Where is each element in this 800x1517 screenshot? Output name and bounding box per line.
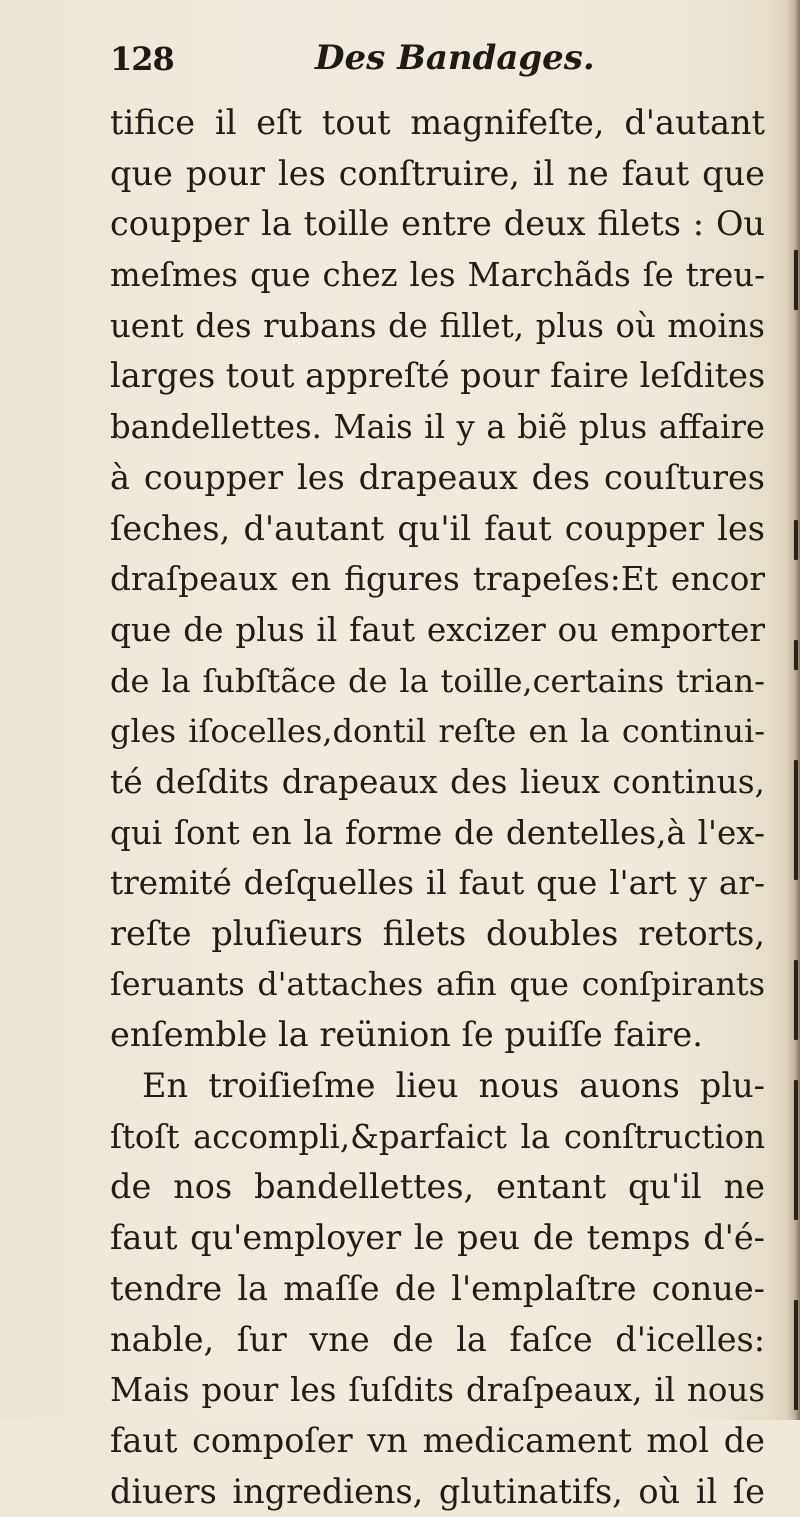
text-line: ſeruants d'attaches afin que conſpirants (110, 966, 765, 1003)
text-line: tremité deſquelles il faut que l'art y ar- (110, 864, 765, 903)
text-line: té deſdits drapeaux des lieux continus, (110, 762, 765, 801)
text-line: meſmes que chez les Marchãds ſe treu- (110, 256, 765, 295)
text-line: draſpeaux en figures trapeſes:Et encor (110, 560, 765, 599)
text-line: ſtoſt accompli,&parfaict la conſtruction (110, 1117, 765, 1156)
text-line: tendre la maſſe de l'emplaſtre conue- (110, 1268, 765, 1308)
binding-mark (794, 640, 798, 670)
text-line: de nos bandellettes, entant qu'il ne (110, 1167, 765, 1207)
text-line: uent des rubans de fillet, plus où moins (110, 306, 765, 345)
text-line: coupper la toille entre deux filets : Ou (110, 204, 765, 244)
text-line: larges tout appreſté pour faire leſdites (110, 356, 766, 396)
text-line: diuers ingrediens, glutinatifs, où il ſe (110, 1471, 765, 1511)
text-line: que de plus il faut excizer ou emporter (110, 610, 765, 649)
text-line: Mais pour les ſuſdits draſpeaux, il nous (110, 1371, 765, 1410)
binding-mark (794, 1300, 798, 1410)
text-line: faut qu'employer le peu de temps d'é- (110, 1218, 765, 1258)
binding-mark (794, 960, 798, 1040)
text-line: gles iſocelles,dontil reſte en la continui- (110, 712, 765, 751)
text-line: faut compoſer vn medicament mol de (110, 1420, 765, 1460)
text-line: nable, ſur vne de la faſce d'icelles: (110, 1319, 765, 1359)
page-header (110, 40, 760, 90)
body-text (110, 98, 765, 1517)
text-line: que pour les conſtruire, il ne faut que (110, 153, 765, 193)
text-line: à coupper les drapeaux des couſtures (110, 457, 765, 497)
text-line: ſeches, d'autant qu'il faut coupper les (110, 508, 765, 548)
binding-mark (794, 250, 798, 310)
binding-mark (794, 520, 798, 560)
text-line: tifice il eſt tout magnifeſte, d'autant (110, 103, 765, 142)
text-line: qui ſont en la forme de dentelles,à l'ex- (110, 813, 765, 852)
text-line: bandellettes. Mais il y a biẽ plus affaire (110, 408, 765, 447)
text-line: enſemble la reünion ſe puiſſe faire. (110, 1015, 703, 1055)
binding-mark (794, 1080, 798, 1220)
page-number: 128 (110, 40, 174, 78)
binding-mark (794, 760, 798, 880)
paragraph-start-line: En troiſieſme lieu nous auons plu- (142, 1066, 765, 1106)
text-line: reſte pluſieurs filets doubles retorts, (110, 914, 765, 953)
running-head: Des Bandages. (315, 38, 595, 78)
text-line: de la ſubſtãce de la toille,certains trian- (110, 661, 765, 700)
